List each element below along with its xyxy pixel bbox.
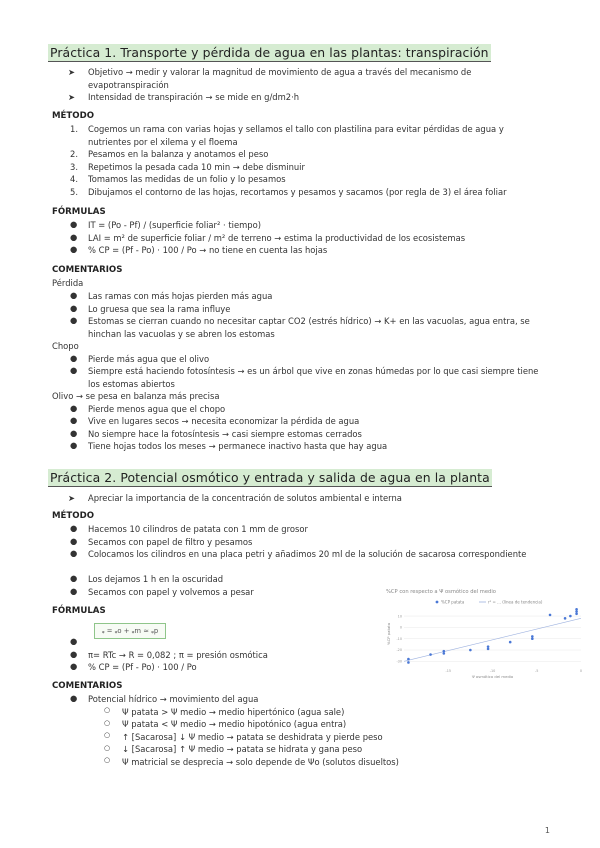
y-tick-label: -10 bbox=[396, 636, 402, 641]
data-point bbox=[564, 617, 567, 620]
x-tick-label: -15 bbox=[445, 669, 452, 673]
list-item: Dibujamos el contorno de las hojas, recortamos y pesamos y sacamos (por regla de 3) el área foliar bbox=[88, 186, 507, 197]
practice1-objective: Objetivo → medir y valorar la magnitud de movimiento de agua a través del mecanismo de evapotranspiración bbox=[88, 67, 472, 90]
legend-label-points: %CP patata bbox=[441, 599, 465, 605]
page-number: 1 bbox=[544, 826, 550, 835]
list-item: Colocamos los cilindros en una placa petri y añadimos 20 ml de la solución de sacarosa correspondiente bbox=[88, 549, 527, 559]
list-item: Potencial hídrico → movimiento del agua bbox=[88, 694, 259, 704]
section-heading-formulas: FÓRMULAS bbox=[52, 207, 106, 217]
sub-item: Ψ matricial se desprecia → solo depende de Ψo (solutos disueltos) bbox=[122, 756, 399, 767]
list-item: Tomamos las medidas de un folio y lo pesamos bbox=[88, 174, 286, 184]
dot-bullet-icon: ● bbox=[70, 648, 78, 659]
subheading-olivo: Olivo → se pesa en balanza más precisa bbox=[52, 391, 220, 401]
section-heading-comentarios: COMENTARIOS bbox=[52, 681, 123, 691]
formula-pi: π= RTc → R = 0,082 ; π = presión osmótica bbox=[88, 649, 268, 660]
data-point bbox=[575, 612, 578, 615]
x-axis-label: Ψ osmótico del medio bbox=[471, 674, 514, 679]
dot-bullet-icon: ● bbox=[70, 219, 78, 229]
data-point bbox=[443, 652, 446, 655]
circle-bullet-icon: ○ bbox=[104, 743, 111, 752]
data-point bbox=[575, 610, 578, 613]
sub-item: ↑ [Sacarosa] ↓ Ψ medio → patata se deshidrata y pierde peso bbox=[122, 731, 383, 742]
circle-bullet-icon: ○ bbox=[104, 718, 111, 727]
dot-bullet-icon: ● bbox=[70, 523, 78, 533]
data-point bbox=[549, 614, 552, 617]
dot-bullet-icon: ● bbox=[70, 440, 78, 450]
y-tick-label: 10 bbox=[397, 614, 402, 619]
data-point bbox=[487, 645, 490, 648]
sub-item: ↓ [Sacarosa] ↑ Ψ medio → patata se hidrata y gana peso bbox=[122, 744, 363, 754]
x-tick-label: -5 bbox=[535, 669, 539, 673]
legend-marker-points bbox=[436, 601, 439, 604]
arrow-bullet-icon: ➤ bbox=[68, 92, 76, 102]
section-heading-formulas: FÓRMULAS bbox=[52, 606, 106, 616]
y-tick-label: -30 bbox=[396, 659, 402, 664]
data-point bbox=[407, 658, 410, 661]
formula-cp: % CP = (Pf - Po) · 100 / Po → no tiene en cuenta las hojas bbox=[88, 245, 328, 255]
circle-bullet-icon: ○ bbox=[104, 731, 111, 739]
y-tick-label: -20 bbox=[396, 648, 402, 653]
list-item: Cogemos un rama con varias hojas y sellamos el tallo con plastilina para evitar pérdidas de agua y nutrientes por el xilema y el floema bbox=[88, 124, 504, 147]
arrow-bullet-icon: ➤ bbox=[68, 67, 76, 77]
legend-label-trend: r² = ... (línea de tendencia) bbox=[488, 599, 543, 605]
dot-bullet-icon: ● bbox=[70, 315, 78, 325]
list-number: 5. bbox=[70, 186, 78, 197]
dot-bullet-icon: ● bbox=[70, 231, 78, 242]
section-heading-metodo: MÉTODO bbox=[52, 511, 95, 521]
dot-bullet-icon: ● bbox=[70, 548, 78, 558]
list-item: Las ramas con más hojas pierden más agua bbox=[88, 291, 273, 301]
formula-lai: LAI = m² de superficie foliar / m² de terreno → estima la productividad de los ecosistemas bbox=[88, 232, 466, 243]
list-number: 4. bbox=[70, 174, 78, 184]
list-item: Estomas se cierran cuando no necesitar captar CO2 (estrés hídrico) → K+ en las vacuolas, agua entra, se hinchan las vacuolas y se abren los estomas bbox=[88, 316, 530, 339]
formula-cp: % CP = (Pf - Po) · 100 / Po bbox=[88, 662, 197, 672]
data-point bbox=[575, 608, 578, 611]
dot-bullet-icon: ● bbox=[70, 535, 78, 546]
arrow-bullet-icon: ➤ bbox=[68, 493, 76, 503]
dot-bullet-icon: ● bbox=[70, 290, 78, 300]
list-item: Los dejamos 1 h en la oscuridad bbox=[88, 574, 224, 584]
chart-title: %CP con respecto a Ψ osmótico del medio bbox=[386, 589, 496, 595]
practice1-title: Práctica 1. Transporte y pérdida de agua en las plantas: transpiración bbox=[50, 45, 489, 60]
sub-item: Ψ patata < Ψ medio → medio hipotónico (agua entra) bbox=[122, 719, 347, 729]
data-point bbox=[569, 615, 572, 618]
x-tick-label: -10 bbox=[489, 669, 496, 673]
section-heading-metodo: MÉTODO bbox=[52, 111, 95, 121]
list-item: Vive en lugares secos → necesita economizar la pérdida de agua bbox=[88, 416, 360, 426]
list-item: Hacemos 10 cilindros de patata con 1 mm de grosor bbox=[88, 524, 308, 534]
list-item: Tiene hojas todos los meses → permanece inactivo hasta que hay agua bbox=[88, 441, 388, 451]
y-axis-label: %CP patata bbox=[386, 622, 391, 645]
subheading-perdida: Pérdida bbox=[52, 278, 84, 288]
data-point bbox=[487, 648, 490, 651]
list-number: 3. bbox=[70, 161, 78, 172]
dot-bullet-icon: ● bbox=[70, 585, 78, 596]
list-item: Secamos con papel de filtro y pesamos bbox=[88, 536, 253, 547]
data-points bbox=[407, 608, 578, 664]
subheading-chopo: Chopo bbox=[52, 341, 79, 351]
dot-bullet-icon: ● bbox=[70, 402, 78, 413]
data-point bbox=[469, 649, 472, 652]
dot-bullet-icon: ● bbox=[70, 693, 78, 703]
sub-item: Ψ patata > Ψ medio → medio hipertónico (agua sale) bbox=[122, 706, 345, 717]
data-point bbox=[531, 637, 534, 640]
dot-bullet-icon: ● bbox=[70, 244, 78, 254]
practice1-intensity: Intensidad de transpiración → se mide en g/dm2·h bbox=[88, 92, 300, 102]
circle-bullet-icon: ○ bbox=[104, 756, 111, 764]
x-tick-label: 0 bbox=[579, 669, 583, 673]
dot-bullet-icon: ● bbox=[70, 365, 78, 375]
data-point bbox=[429, 653, 432, 656]
list-number: 2. bbox=[70, 149, 78, 159]
data-point bbox=[443, 650, 446, 653]
practice2-title: Práctica 2. Potencial osmótico y entrada y salida de agua en la planta bbox=[50, 470, 490, 485]
data-point bbox=[531, 635, 534, 638]
formula-image-box: ᵩ = ᵩo + ᵩm ≈ ᵩp bbox=[94, 623, 166, 639]
list-item: Pierde menos agua que el chopo bbox=[88, 403, 226, 414]
chart-legend bbox=[436, 600, 543, 605]
list-item: Lo gruesa que sea la rama influye bbox=[88, 303, 231, 314]
list-item: Siempre está haciendo fotosíntesis → es un árbol que vive en zonas húmedas por lo que casi siempre tiene los estomas abiertos bbox=[88, 366, 539, 389]
practice2-objective: Apreciar la importancia de la concentración de solutos ambiental e interna bbox=[88, 493, 402, 503]
list-item: Secamos con papel y volvemos a pesar bbox=[88, 586, 254, 597]
data-point bbox=[509, 641, 512, 644]
y-tick-label: 0 bbox=[399, 625, 402, 630]
dot-bullet-icon: ● bbox=[70, 661, 78, 671]
formula-it: IT = (Po - Pf) / (superficie foliar² · tiempo) bbox=[88, 220, 261, 230]
section-heading-comentarios: COMENTARIOS bbox=[52, 265, 123, 275]
list-item: Repetimos la pesada cada 10 min → debe disminuir bbox=[88, 161, 305, 172]
chart-ticks bbox=[396, 614, 582, 673]
data-point bbox=[407, 661, 410, 664]
dot-bullet-icon: ● bbox=[70, 573, 78, 583]
dot-bullet-icon: ● bbox=[70, 415, 78, 425]
dot-bullet-icon: ● bbox=[70, 302, 78, 313]
list-item: Pesamos en la balanza y anotamos el peso bbox=[88, 149, 269, 159]
dot-bullet-icon: ● bbox=[70, 636, 78, 646]
circle-bullet-icon: ○ bbox=[104, 706, 111, 714]
dot-bullet-icon: ● bbox=[70, 427, 78, 438]
osmotic-scatter-chart bbox=[384, 585, 584, 685]
list-number: 1. bbox=[70, 124, 78, 134]
dot-bullet-icon: ● bbox=[70, 352, 78, 363]
list-item: No siempre hace la fotosíntesis → casi siempre estomas cerrados bbox=[88, 428, 362, 439]
list-item: Pierde más agua que el olivo bbox=[88, 353, 210, 364]
